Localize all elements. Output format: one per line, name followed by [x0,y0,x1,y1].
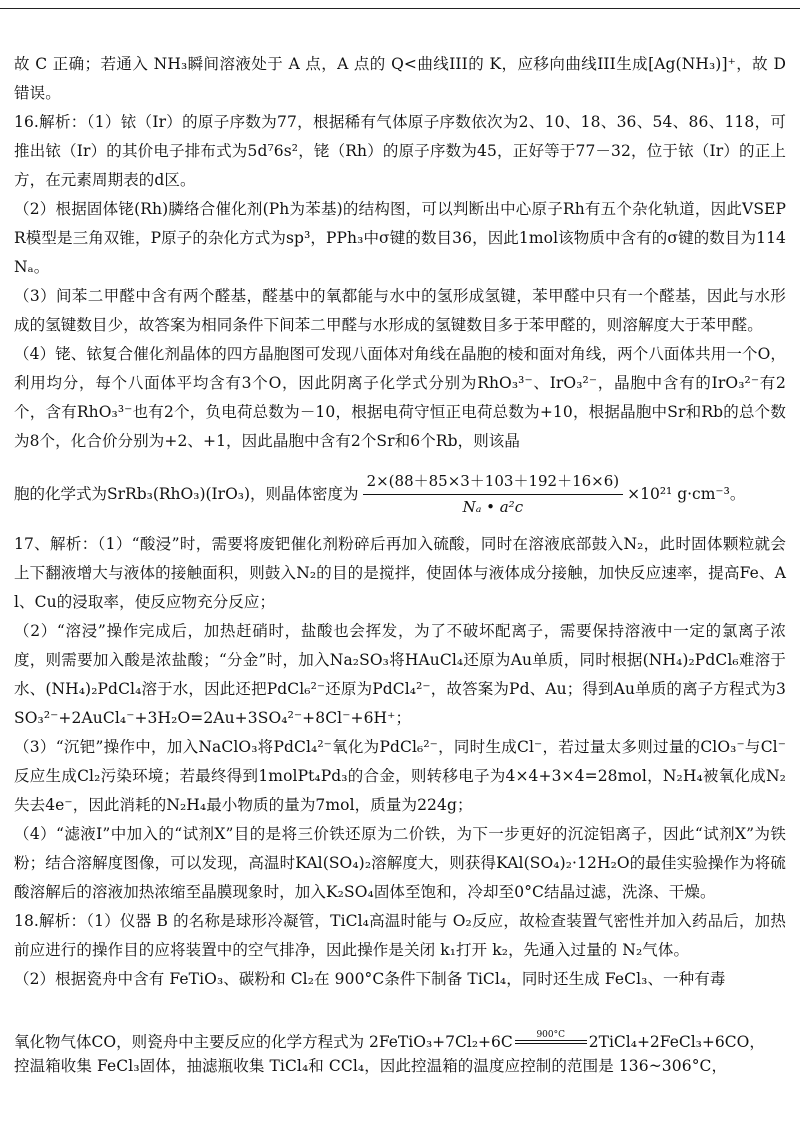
reaction-equation-line [14,994,786,1052]
paragraph-16-4: （4）铑、铱复合催化剂晶体的四方晶胞图可发现八面体对角线在晶胞的棱和面对角线，两个八面体共用一个O，利用均分，每个八面体平均含有3个O，因此阴离子化学式分别为RhO₃³⁻、IrO₃²⁻，晶胞中含有的IrO₃²⁻有2个，含有RhO₃³⁻也有2个，负电荷总数为－10，根据电荷守恒正电荷总数为+10，根据晶胞中Sr和Rb的总个数为8个，化合价分别为+2、+1，因此晶胞中含有2个Sr和6个Rb，则该晶 [14,345,786,450]
paragraph-16-2: （2）根据固体铑(Rh)膦络合催化剂(Ph为苯基)的结构图，可以判断出中心原子Rh有五个杂化轨道，因此VSEPR模型是三角双锥，P原子的杂化方式为sp³，PPh₃中σ键的数目36，因此1mol该物质中含有的σ键的数目为114Nₐ。 [14,200,786,276]
reaction-arrow [515,1030,587,1052]
paragraph-18-1: 18.解析：（1）仪器 B 的名称是球形冷凝管，TiCl₄高温时能与 O₂反应，故检查装置气密性并加入药品后，加热前应进行的操作目的应将装置中的空气排净，因此操作是关闭 k₁打开 k₂，先通入过量的 N₂气体。 [14,912,786,959]
paragraph-15-end: 故 C 正确；若通入 NH₃瞬间溶液处于 A 点，A 点的 Q<曲线III的 K，应移向曲线III生成[Ag(NH₃)]⁺，故 D 错误。 [14,55,786,102]
paragraph-18-2: （2）根据瓷舟中含有 FeTiO₃、碳粉和 Cl₂在 900°C条件下制备 TiCl₄，同时还生成 FeCl₃、一种有毒 [14,970,726,988]
top-rule [0,8,800,9]
fraction-numerator: 2×(88＋85×3＋103＋192＋16×6) [363,470,624,495]
formula-suffix: ×10²¹ g·cm⁻³。 [627,485,746,503]
density-fraction [363,470,624,516]
equals-sign [515,1040,587,1044]
fraction-denominator: Nₐ • a²c [462,498,524,516]
paragraph-16-1: 16.解析：（1）铱（Ir）的原子序数为77，根据稀有气体原子序数依次为2、10、18、36、54、86、118，可推出铱（Ir）的其价电子排布式为5d⁷6s²，铑（Rh）的原子序数为45，正好等于77－32，位于铱（Ir）的正上方，在元素周期表的d区。 [14,113,786,189]
paragraph-17-3: （3）“沉钯”操作中，加入NaClO₃将PdCl₄²⁻氧化为PdCl₆²⁻，同时生成Cl⁻，若过量太多则过量的ClO₃⁻与Cl⁻反应生成Cl₂污染环境；若最终得到1molPt₄Pd₃的合金，则转移电子为4×4+3×4=28mol，N₂H₄被氧化成N₂失去4e⁻，因此消耗的N₂H₄最小物质的量为7mol，质量为224g； [14,738,786,814]
equation-prefix: 氧化物气体CO，则瓷舟中主要反应的化学方程式为 2FeTiO₃+7Cl₂+6C [14,1033,513,1051]
paragraph-17-2: （2）“溶浸”操作完成后，加热赶硝时，盐酸也会挥发，为了不破坏配离子，需要保持溶液中一定的氯离子浓度，则需要加入酸是浓盐酸；“分金”时，加入Na₂SO₃将HAuCl₄还原为Au单质，同时根据(NH₄)₂PdCl₆难溶于水、(NH₄)₂PdCl₄溶于水，因此还把PdCl₆²⁻还原为PdCl₄²⁻，故答案为Pd、Au；得到Au单质的离子方程式为3SO₃²⁻+2AuCl₄⁻+3H₂O=2Au+3SO₄²⁻+8Cl⁻+6H⁺； [14,622,786,727]
paragraph-16-3: （3）间苯二甲醛中含有两个醛基，醛基中的氧都能与水中的氢形成氢键，苯甲醛中只有一个醛基，因此与水形成的氢键数目少，故答案为相同条件下间苯二甲醛与水形成的氢键数目多于苯甲醛的，则溶解度大于苯甲醛。 [14,287,786,334]
paragraph-18-3: 控温箱收集 FeCl₃固体，抽滤瓶收集 TiCl₄和 CCl₄，因此控温箱的温度应控制的范围是 136~306°C， [14,1057,728,1075]
equation-suffix: 2TiCl₄+2FeCl₃+6CO， [588,1033,765,1051]
paragraph-17-4: （4）“滤液I”中加入的“试剂X”目的是将三价铁还原为二价铁，为下一步更好的沉淀铝离子，因此“试剂X”为铁粉；结合溶解度图像，可以发现，高温时KAl(SO₄)₂溶解度大，则获得KAl(SO₄)₂·12H₂O的最佳实验操作为将硫酸溶解后的溶液加热浓缩至晶膜现象时，加入K₂SO₄固体至饱和，冷却至0°C结晶过滤，洗涤、干燥。 [14,825,786,901]
reaction-condition: 900°C [536,1030,566,1040]
density-formula-line [14,456,786,530]
document-body [14,50,786,1081]
formula-prefix: 胞的化学式为SrRb₃(RhO₃)(IrO₃)，则晶体密度为 [14,485,359,503]
paragraph-17-1: 17、解析：（1）“酸浸”时，需要将废钯催化剂粉碎后再加入硫酸，同时在溶液底部鼓入N₂，此时固体颗粒就会上下翻液增大与液体的接触面积，则鼓入N₂的目的是搅拌，使固体与液体成分接触，加快反应速率，提高Fe、Al、Cu的浸取率，使反应物充分反应； [14,535,786,611]
